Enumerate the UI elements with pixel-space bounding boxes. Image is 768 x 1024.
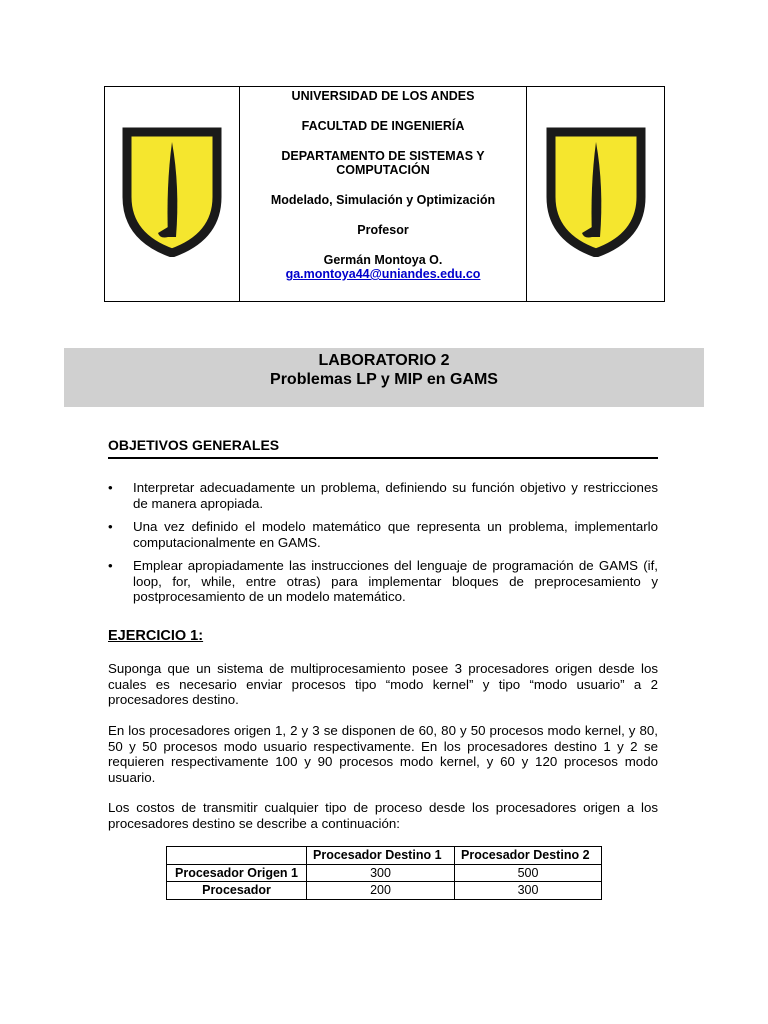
lab-subtitle: Problemas LP y MIP en GAMS (270, 371, 498, 388)
course-name: Modelado, Simulación y Optimización (270, 193, 496, 207)
right-logo-cell (527, 87, 665, 302)
table-cell: 300 (307, 864, 455, 882)
university-shield-icon (122, 127, 222, 257)
table-row-header: Procesador Origen 1 (167, 864, 307, 882)
bullet-icon: • (108, 480, 113, 495)
professor-name: Germán Montoya O. (323, 253, 443, 267)
table-header-cell: Procesador Destino 2 (455, 847, 602, 865)
professor-email-link[interactable]: ga.montoya44@uniandes.edu.co (285, 267, 481, 281)
header-table (104, 86, 665, 302)
list-item: • Emplear apropiadamente las instrucciones del lenguaje de programación de GAMS (if, loop, for, while, entre otras) para implementar bloques de preprocesamiento y postprocesamiento de un modelo matemático. (108, 558, 658, 604)
table-header-cell (167, 847, 307, 865)
table-header-cell: Procesador Destino 1 (307, 847, 455, 865)
university-name: UNIVERSIDAD DE LOS ANDES (291, 89, 475, 103)
exercise-paragraph: En los procesadores origen 1, 2 y 3 se disponen de 60, 80 y 50 procesos modo kernel, y 80, 50 y 50 procesos modo usuario respectivamente. En los procesadores destino 1 y 2 se requieren respectivamente 100 y 90 procesos modo kernel, y 60 y 120 procesos modo usuario. (108, 723, 658, 785)
institution-info (240, 87, 527, 302)
exercise-paragraph: Los costos de transmitir cualquier tipo de proceso desde los procesadores origen a los procesadores destino se describe a continuación: (108, 800, 658, 831)
objectives-list (108, 480, 658, 613)
bullet-icon: • (108, 519, 113, 534)
list-item: • Interpretar adecuadamente un problema, definiendo su función objetivo y restricciones de manera apropiada. (108, 480, 658, 511)
table-row-header: Procesador (167, 882, 307, 900)
objectives-heading: OBJETIVOS GENERALES (108, 437, 658, 459)
table-cell: 300 (455, 882, 602, 900)
table-row (167, 882, 602, 900)
professor-label: Profesor (357, 223, 409, 237)
table-cell: 200 (307, 882, 455, 900)
exercise-heading: EJERCICIO 1: (108, 628, 204, 644)
left-logo-cell (105, 87, 240, 302)
university-shield-icon (546, 127, 646, 257)
table-row (167, 864, 602, 882)
list-item: • Una vez definido el modelo matemático que representa un problema, implementarlo computacionalmente en GAMS. (108, 519, 658, 550)
exercise-paragraph: Suponga que un sistema de multiprocesamiento posee 3 procesadores origen desde los cuales es necesario enviar procesos tipo “modo kernel” y tipo “modo usuario” a 2 procesadores destino. (108, 661, 658, 707)
lab-title: LABORATORIO 2 (318, 352, 450, 369)
department-name: DEPARTAMENTO DE SISTEMAS Y COMPUTACIÓN (281, 149, 485, 177)
table-row (167, 847, 602, 865)
bullet-icon: • (108, 558, 113, 573)
cost-table (166, 846, 602, 900)
faculty-name: FACULTAD DE INGENIERÍA (301, 119, 465, 133)
lab-banner (64, 348, 704, 407)
table-cell: 500 (455, 864, 602, 882)
